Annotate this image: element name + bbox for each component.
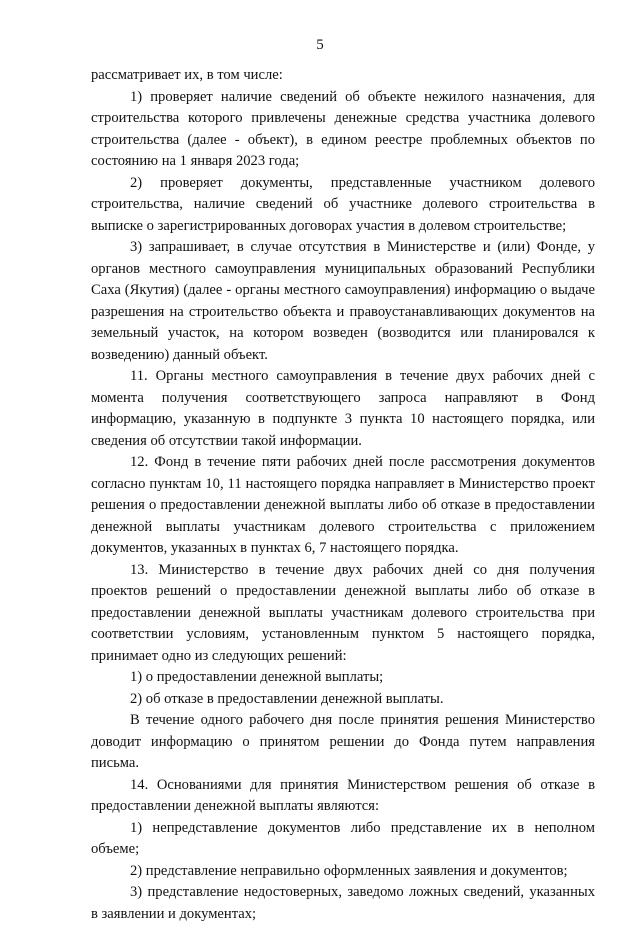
paragraph-ground-1: 1) непредставление документов либо представление их в неполном объеме;: [91, 819, 595, 857]
paragraph-decision-refuse: 2) об отказе в предоставлении денежной выплаты.: [130, 690, 444, 707]
paragraph-ground-3: 3) представление недостоверных, заведомо ложных сведений, указанных в заявлении и документах;: [91, 884, 595, 922]
paragraph-item-1-check-registry: 1) проверяет наличие сведений об объекте нежилого назначения, для строительства которого привлечены денежные средства участника долевого строительства (далее - объект), в едином реестре проблемных объектов по состоянию на 1 января 2023 года;: [91, 88, 595, 169]
paragraph-notification: В течение одного рабочего дня после принятия решения Министерство доводит информацию о принятом решении до Фонда путем направления письма.: [91, 712, 595, 771]
paragraph-clause-14: 14. Основаниями для принятия Министерством решения об отказе в предоставлении денежной выплаты являются:: [91, 776, 595, 814]
paragraph-clause-11: 11. Органы местного самоуправления в течение двух рабочих дней с момента получения соответствующего запроса направляют в Фонд информацию, указанную в подпункте 3 пункта 10 настоящего порядка, или сведения об отсутствии такой информации.: [91, 368, 595, 449]
document-body: [91, 65, 595, 925]
paragraph-ground-2: 2) представление неправильно оформленных заявления и документов;: [130, 862, 568, 879]
paragraph-clause-13: 13. Министерство в течение двух рабочих дней со дня получения проектов решений о предоставлении денежной выплаты либо об отказе в предоставлении денежной выплаты участникам долевого строительства при соответствии условиям, установленным пунктом 5 настоящего порядка, принимает одно из следующих решений:: [91, 561, 595, 664]
page-number: 5: [316, 37, 324, 53]
paragraph-clause-12: 12. Фонд в течение пяти рабочих дней после рассмотрения документов согласно пунктам 10, 11 настоящего порядка направляет в Министерство проект решения о предоставлении денежной выплаты либо об отказе в предоставлении денежной выплаты участникам долевого строительства с приложением документов, указанных в пунктах 6, 7 настоящего порядка.: [91, 454, 595, 556]
paragraph-item-2-check-documents: 2) проверяет документы, представленные участником долевого строительства, наличие сведений об участнике долевого строительства в выписке о зарегистрированных договорах участия в долевом строительстве;: [91, 174, 595, 234]
paragraph-decision-grant: 1) о предоставлении денежной выплаты;: [130, 669, 384, 685]
paragraph-intro: рассматривает их, в том числе:: [91, 67, 283, 83]
paragraph-item-3-request-info: 3) запрашивает, в случае отсутствия в Министерстве и (или) Фонде, у органов местного самоуправления муниципальных образований Республики Саха (Якутия) (далее - органы местного самоуправления) информацию о выдаче разрешения на строительство объекта и правоустанавливающих документов на земельный участок, на котором возведен (возводится или планировался к возведению) данный объект.: [91, 239, 595, 363]
